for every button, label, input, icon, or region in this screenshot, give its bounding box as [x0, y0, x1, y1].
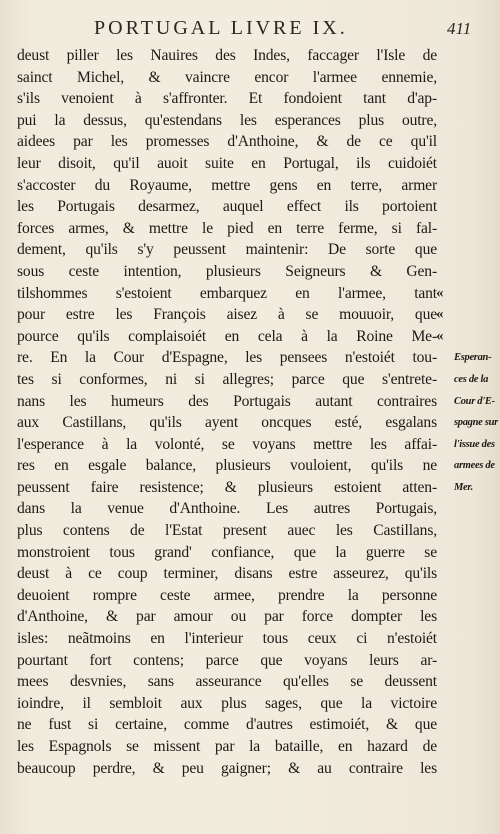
text-line: plus contens de l'Estat present auec les Castillans,	[17, 522, 437, 540]
margin-row	[436, 455, 498, 477]
margin-row	[436, 326, 498, 348]
text-line: deuoient rompre ceste armee, prendre la personne	[17, 586, 437, 604]
text-line: isles: neãtmoins en l'interieur tous ceux ci n'estoiét	[17, 630, 437, 648]
text-line: dement, qu'ils s'y peussent maintenir: De sorte que	[17, 241, 437, 259]
text-line: sainct Michel, & vaincre encor l'armee ennemie,	[17, 68, 437, 86]
text-line: res en esgale balance, plusieurs vouloient, qu'ils ne	[17, 457, 437, 475]
margin-row	[436, 110, 498, 132]
margin-row	[436, 218, 498, 240]
text-line: dans la venue d'Anthoine. Les autres Portugais,	[17, 500, 437, 518]
text-line: forces armes, & mettre le pied en terre ferme, si fal-	[17, 219, 437, 237]
main-text	[17, 45, 437, 779]
text-line: beaucoup perdre, & peu gaigner; & au contraire les	[17, 759, 437, 777]
margin-row	[436, 239, 498, 261]
text-line: l'esperance à la volonté, se voyans mettre les affai-	[17, 435, 437, 453]
margin-row	[436, 196, 498, 218]
margin-row	[436, 434, 498, 456]
text-line: deust à ce coup terminer, disans estre asseurez, qu'ils	[17, 565, 437, 583]
quotation-mark: «	[436, 284, 444, 301]
text-line: sous ceste intention, plusieurs Seigneurs & Gen-	[17, 262, 437, 280]
marginal-note: Esperan-	[454, 352, 492, 364]
margin-row	[436, 45, 498, 67]
marginal-note: spagne sur	[454, 417, 498, 429]
text-line: pui la dessus, qu'estendans les esperances plus outre,	[17, 111, 437, 129]
text-line: s'accoster du Royaume, mettre gens en terre, armer	[17, 176, 437, 194]
page-number: 411	[447, 19, 472, 38]
text-line: re. En la Cour d'Espagne, les pensees n'estoiét tou-	[17, 349, 437, 367]
marginal-note: Mer.	[454, 481, 473, 493]
text-line: ioindre, il sembloit aux plus sages, que la victoire	[17, 694, 437, 712]
marginal-note: Cour d'E-	[454, 395, 495, 407]
text-line: les Portugais desarmez, auquel effect ils portoient	[17, 198, 437, 216]
margin-row	[436, 131, 498, 153]
text-line: nans les humeurs des Portugais autant contraires	[17, 392, 437, 410]
margin-row	[436, 175, 498, 197]
marginal-note: l'issue des	[454, 438, 495, 450]
marginal-note: armees de	[454, 460, 495, 472]
margin-row	[436, 391, 498, 413]
text-line: pource qu'ils complaisoiét en cela à la Roine Me-	[17, 327, 437, 345]
text-line: ne fust si certaine, comme d'autres estimoiét, & que	[17, 716, 437, 734]
margin-row	[436, 477, 498, 499]
marginal-notes	[436, 45, 498, 498]
text-line: d'Anthoine, & par amour ou par force dompter les	[17, 608, 437, 626]
text-line: s'ils venoient à s'affronter. Et fondoient tant d'ap-	[17, 90, 437, 108]
text-line: les Espagnols se missent par la bataille, en hazard de	[17, 738, 437, 755]
text-line: deust piller les Nauires des Indes, faccager l'Isle de	[17, 47, 437, 64]
margin-row	[436, 67, 498, 89]
running-head: PORTUGAL LIVRE IX.	[94, 17, 348, 39]
margin-row	[436, 153, 498, 175]
text-line: peussent faire resistence; & plusieurs estoient atten-	[17, 478, 437, 496]
quotation-mark: «	[436, 327, 444, 344]
marginal-note: ces de la	[454, 373, 489, 385]
text-line: pour estre les François aisez à se mouuoir, que	[17, 306, 437, 324]
margin-row	[436, 283, 498, 305]
text-line: tilshommes s'estoient embarquez en l'armee, tant	[17, 284, 437, 302]
margin-row	[436, 304, 498, 326]
margin-row	[436, 347, 498, 369]
text-line: aux Castillans, qu'ils ayent oncques esté, esgalans	[17, 414, 437, 432]
text-line: mees desvnies, sans asseurance qu'elles se deussent	[17, 673, 437, 691]
text-line: pourtant fort contens; parce que voyans leurs ar-	[17, 651, 437, 669]
page-header	[0, 17, 500, 43]
text-line: leur disoit, qu'il auoit suite en Portugal, ils cuidoiét	[17, 154, 437, 172]
margin-row	[436, 88, 498, 110]
quotation-mark: «	[436, 306, 444, 323]
text-line: monstroient tous grand' confiance, que la guerre se	[17, 543, 437, 561]
text-line: aidees par les promesses d'Anthoine, & de ce qu'il	[17, 133, 437, 151]
margin-row	[436, 369, 498, 391]
margin-row	[436, 261, 498, 283]
margin-row	[436, 412, 498, 434]
text-line: tes si conformes, ni si allegres; parce que s'entrete-	[17, 370, 437, 388]
